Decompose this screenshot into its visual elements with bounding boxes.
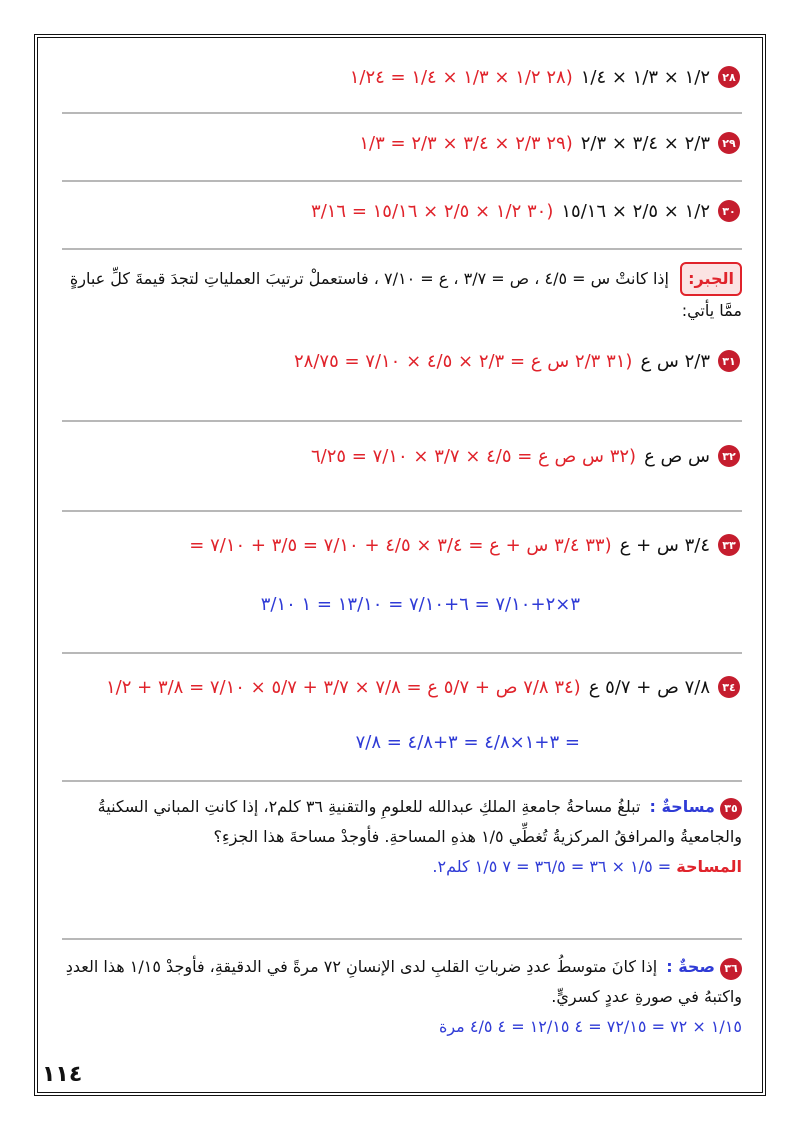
exercise-question: ٢/٣ س ع — [640, 350, 710, 372]
exercise-answer-continued: ٣×٢+٧/١٠ = ٦+٧/١٠ = ١٣/١٠ = ١ ٣/١٠ — [260, 594, 580, 615]
exercise-34 — [60, 676, 740, 698]
exercise-answer: (٣١ ٢/٣ س ع = ٢/٣ × ٤/٥ × ٧/١٠ = ٢٨/٧٥ — [294, 350, 633, 372]
exercise-question: س ص ع — [644, 445, 710, 467]
exercise-number: ٢٩ — [718, 132, 740, 154]
exercise-title: صحةٌ : — [666, 957, 715, 976]
exercise-answer: (٣٠ ١/٢ × ٢/٥ × ١٥/١٦ = ٣/١٦ — [311, 200, 554, 222]
separator — [62, 510, 742, 512]
exercise-number: ٣٠ — [718, 200, 740, 222]
exercise-answer: (٣٣ ٣/٤ س + ع = ٣/٤ × ٤/٥ + ٧/١٠ = ٣/٥ + ٧/١٠ = — [189, 534, 612, 556]
exercise-number: ٣٤ — [718, 676, 740, 698]
exercise-question: ٢/٣ × ٣/٤ × ٢/٣ — [580, 132, 710, 154]
exercise-number: ٣٣ — [718, 534, 740, 556]
exercise-title: مساحةٌ : — [649, 797, 715, 816]
exercise-34-line2 — [60, 732, 740, 753]
exercise-question: ٣/٤ س + ع — [619, 534, 710, 556]
exercise-32 — [60, 445, 740, 467]
exercise-33-line2 — [60, 594, 740, 615]
exercise-number: ٣٢ — [718, 445, 740, 467]
exercise-number: ٢٨ — [718, 66, 740, 88]
separator — [62, 112, 742, 114]
exercise-31 — [60, 350, 740, 372]
exercise-number: ٣٦ — [720, 958, 742, 980]
page-number: ١١٤ — [42, 1062, 83, 1087]
exercise-29 — [60, 132, 740, 154]
algebra-text: إذا كانتْ س = ٤/٥ ، ص = ٣/٧ ، ع = ٧/١٠ ، فاستعملْ ترتيبَ العملياتِ لتجدَ قيمةَ كلِّ عبارةٍ ممَّا يأتي: — [69, 269, 742, 320]
separator — [62, 938, 742, 940]
separator — [62, 780, 742, 782]
exercise-question: ١/٢ × ١/٣ × ١/٤ — [580, 66, 710, 88]
separator — [62, 652, 742, 654]
exercise-answer: (٢٨ ١/٢ × ١/٣ × ١/٤ = ١/٢٤ — [349, 66, 573, 88]
exercise-28 — [60, 66, 740, 88]
exercise-answer: (٣٢ س ص ع = ٤/٥ × ٣/٧ × ٧/١٠ = ٦/٢٥ — [310, 445, 637, 467]
exercise-answer-continued: = ٣+١×٤/٨ = ٣+٤/٨ = ٧/٨ — [355, 732, 580, 753]
exercise-question: ١/٢ × ٢/٥ × ١٥/١٦ — [561, 200, 710, 222]
page-frame — [34, 34, 766, 1096]
exercise-answer: = ١/٥ × ٣٦ = ٣٦/٥ = ٧ ١/٥ كلم٢. — [432, 857, 672, 876]
exercise-33 — [60, 534, 740, 556]
exercise-text: تبلغُ مساحةُ جامعةِ الملكِ عبدالله للعلومِ والتقنيةِ ٣٦ كلم٢، إذا كانتِ المباني السكنيةُ والجامعيةُ والمرافقُ المركزيةُ تُغطِّي ١/٥ هذهِ المساحةِ. فأوجدْ مساحةَ هذا الجزءِ؟ — [97, 797, 742, 846]
exercise-text: إذا كانَ متوسطُ عددِ ضرباتِ القلبِ لدى الإنسانِ ٧٢ مرةً في الدقيقةِ، فأوجدْ ١/١٥ هذا العددِ واكتبهُ في صورةِ عددٍ كسريٍّ. — [65, 957, 742, 1006]
exercise-36 — [62, 952, 742, 1042]
algebra-intro — [62, 262, 742, 326]
exercise-answer: (٢٩ ٢/٣ × ٣/٤ × ٢/٣ = ١/٣ — [359, 132, 573, 154]
exercise-answer: ١/١٥ × ٧٢ = ٧٢/١٥ = ٤ ١٢/١٥ = ٤ ٤/٥ مرة — [438, 1017, 742, 1036]
exercise-answer: (٣٤ ٧/٨ ص + ٥/٧ ع = ٧/٨ × ٣/٧ + ٥/٧ × ٧/١٠ = ٣/٨ + ١/٢ — [106, 676, 581, 698]
exercise-question: ٧/٨ ص + ٥/٧ ع — [588, 676, 710, 698]
exercise-35 — [62, 792, 742, 882]
separator — [62, 248, 742, 250]
separator — [62, 420, 742, 422]
exercise-number: ٣١ — [718, 350, 740, 372]
answer-label: المساحة — [676, 857, 742, 876]
separator — [62, 180, 742, 182]
algebra-tag: الجبر: — [680, 262, 742, 296]
exercise-number: ٣٥ — [720, 798, 742, 820]
exercise-30 — [60, 200, 740, 222]
